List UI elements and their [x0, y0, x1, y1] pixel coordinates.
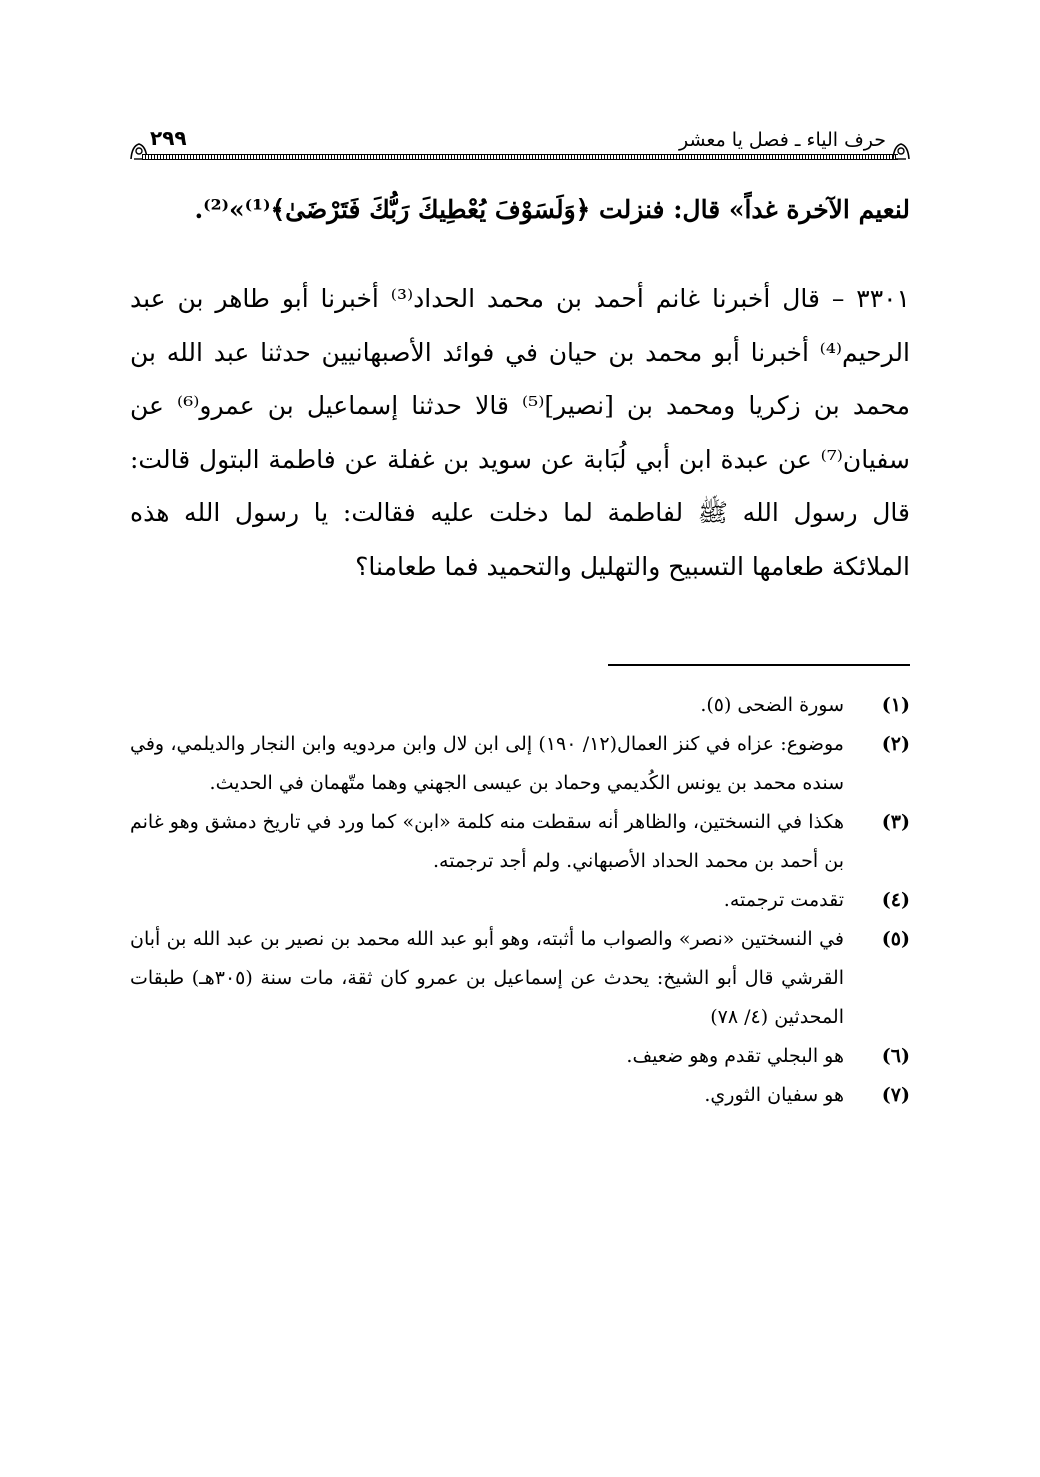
footnote-item: [130, 920, 910, 1037]
footnote-number: (٦): [881, 1045, 910, 1067]
continued-hadith-line: لنعيم الآخرة غداً» قال: فنزلت ﴿وَلَسَوْفَ يُعْطِيكَ رَبُّكَ فَتَرْضَىٰ﴾⁽¹⁾»⁽²⁾.: [194, 195, 910, 224]
footnote-number: (١): [881, 694, 910, 716]
footnote-text: في النسختين «نصر» والصواب ما أثبته، وهو أبو عبد الله محمد بن نصير بن عبد الله بن أبان القرشي قال أبو الشيخ: يحدث عن إسماعيل بن عمرو كان ثقة، مات سنة (٣٠٥هـ) طبقات المحدثين (٤/ ٧٨): [130, 928, 844, 1028]
page-header: [128, 124, 912, 164]
footnote-number: (٥): [881, 928, 910, 950]
footnote-text: تقدمت ترجمته.: [723, 889, 844, 911]
footnote-text: هو سفيان الثوري.: [704, 1084, 844, 1106]
running-header-title: حرف الياء ـ فصل يا معشر: [678, 129, 886, 151]
header-rule: [142, 154, 898, 160]
footnote-number: (٤): [881, 889, 910, 911]
footnote-text: هو البجلي تقدم وهو ضعيف.: [626, 1045, 844, 1067]
footnote-item: [130, 686, 910, 725]
footnote-item: [130, 1076, 910, 1115]
footnote-number: (٣): [881, 811, 910, 833]
page-number: ٢٩٩: [150, 126, 187, 150]
footnote-text: سورة الضحى (٥).: [700, 694, 844, 716]
footnote-number: (٢): [881, 733, 910, 755]
footnote-text: هكذا في النسختين، والظاهر أنه سقطت منه كلمة «ابن» كما ورد في تاريخ دمشق وهو غانم بن أحمد بن محمد الحداد الأصبهاني. ولم أجد ترجمته.: [130, 811, 844, 872]
footnote-item: [130, 803, 910, 881]
hadith-paragraph: ٣٣٠١ – قال أخبرنا غانم أحمد بن محمد الحداد⁽³⁾ أخبرنا أبو طاهر بن عبد الرحيم⁽⁴⁾ أخبرنا أبو محمد بن حيان في فوائد الأصبهانيين حدثنا عبد الله بن محمد بن زكريا ومحمد بن [نصير]⁽⁵⁾ قالا حدثنا إسماعيل بن عمرو⁽⁶⁾ عن سفيان⁽⁷⁾ عن عبدة ابن أبي لُبَابة عن سويد بن غفلة عن فاطمة البتول قالت: قال رسول الله ﷺ لفاطمة لما دخلت عليه فقالت: يا رسول الله هذه الملائكة طعامها التسبيح والتهليل والتحميد فما طعامنا؟: [130, 284, 911, 581]
ornament-right-icon: [890, 140, 912, 162]
footnote-number: (٧): [881, 1084, 910, 1106]
footnote-text: موضوع: عزاه في كنز العمال(١٢/ ١٩٠) إلى ابن لال وابن مردويه وابن النجار والديلمي، وفي سنده محمد بن يونس الكُديمي وحماد بن عيسى الجهني وهما متّهمان في الحديث.: [130, 733, 844, 794]
footnote-separator: [608, 664, 910, 666]
footnote-item: [130, 1037, 910, 1076]
footnote-item: [130, 881, 910, 920]
footnote-item: [130, 725, 910, 803]
footnotes: [130, 686, 910, 1115]
